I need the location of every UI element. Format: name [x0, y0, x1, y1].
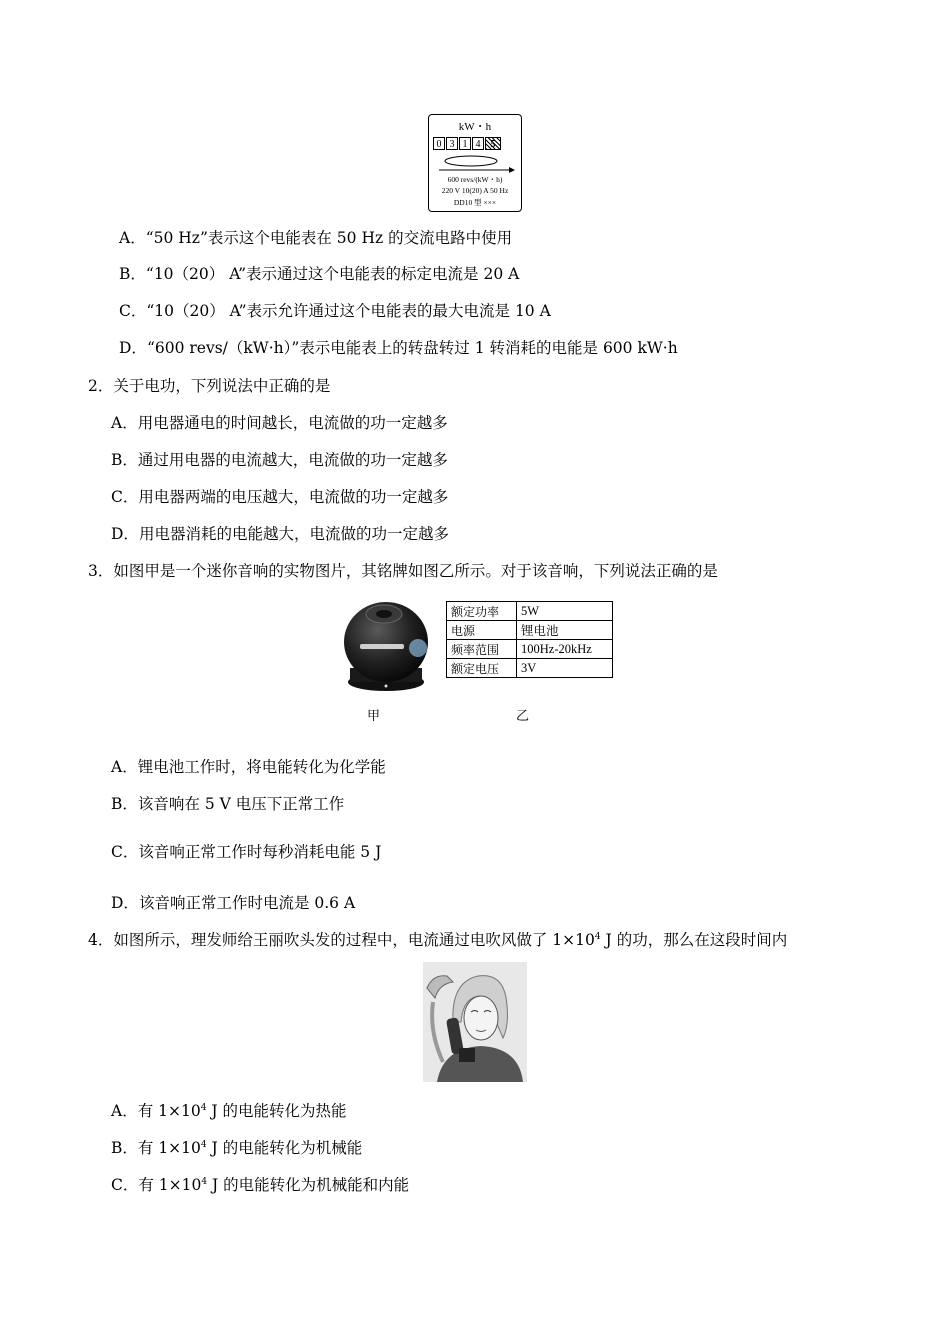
option-text-pre: 有 1×10 [137, 1139, 201, 1157]
meter-digits [433, 137, 501, 150]
table-row [447, 659, 613, 678]
option-text: 锂电池工作时，将电能转化为化学能 [137, 758, 386, 776]
q1-option-c [119, 301, 551, 321]
q4-option-c [111, 1175, 409, 1195]
q3-option-c [111, 842, 381, 862]
hair-dryer-image [423, 962, 527, 1082]
option-text-pre: 有 1×10 [137, 1102, 201, 1120]
q2-option-b [111, 450, 448, 470]
option-text: “10（20） A”表示通过这个电能表的标定电流是 20 A [145, 265, 520, 283]
nameplate-value: 3V [517, 659, 613, 678]
option-text: 该音响正常工作时每秒消耗电能 5 J [138, 843, 382, 861]
option-letter: A． [119, 229, 146, 247]
question-text-after: J 的功，那么在这段时间内 [600, 931, 788, 949]
question-text: 关于电功，下列说法中正确的是 [113, 377, 331, 395]
table-row [447, 640, 613, 659]
q1-option-d [119, 338, 678, 358]
exponent: 4 [201, 1177, 208, 1187]
option-text: 该音响正常工作时电流是 0.6 A [138, 894, 356, 912]
exponent: 4 [200, 1103, 207, 1113]
q3-option-d [111, 893, 355, 913]
option-letter: A． [111, 1102, 138, 1120]
nameplate-key: 电源 [447, 621, 517, 640]
option-letter: D． [111, 894, 139, 912]
option-text: “600 revs/（kW·h）”表示电能表上的转盘转过 1 转消耗的电能是 600 kW·h [146, 339, 678, 357]
exponent: 4 [200, 1140, 207, 1150]
meter-digit: 4 [472, 137, 484, 150]
meter-model-label: DD10 型 ××× [453, 198, 497, 207]
q2-stem [88, 376, 330, 396]
q4-option-b [111, 1138, 362, 1158]
meter-digit: 1 [459, 137, 471, 150]
question-text-before: 如图所示，理发师给王丽吹头发的过程中，电流通过电吹风做了 1×10 [113, 931, 595, 949]
option-text: 该音响在 5 V 电压下正常工作 [137, 795, 345, 813]
table-row [447, 602, 613, 621]
meter-rev-label: 600 revs/(kW・h) [447, 175, 503, 184]
meter-disc-icon [433, 153, 517, 177]
nameplate-key: 额定功率 [447, 602, 517, 621]
option-letter: C． [111, 488, 139, 506]
speaker-image [340, 598, 432, 694]
option-text: “10（20） A”表示允许通过这个电能表的最大电流是 10 A [146, 302, 551, 320]
question-text: 如图甲是一个迷你音响的实物图片，其铭牌如图乙所示。对于该音响，下列说法正确的是 [113, 562, 718, 580]
q3-option-a [111, 757, 386, 777]
meter-digit-last: 5 [485, 137, 501, 150]
exponent: 4 [594, 932, 601, 942]
meter-unit: kW・h [458, 121, 492, 133]
nameplate-table [446, 601, 613, 678]
option-text: 通过用电器的电流越大，电流做的功一定越多 [137, 451, 448, 469]
meter-digit: 0 [433, 137, 445, 150]
option-text-post: J 的电能转化为机械能 [206, 1139, 363, 1157]
option-text: 用电器通电的时间越长，电流做的功一定越多 [137, 414, 448, 432]
meter-spec-label: 220 V 10(20) A 50 Hz [441, 186, 509, 195]
figure-label-yi: 乙 [516, 709, 530, 724]
option-text-post: J 的电能转化为热能 [206, 1102, 347, 1120]
figure-label-jia: 甲 [367, 709, 381, 724]
nameplate-value: 5W [517, 602, 613, 621]
q1-option-a [119, 228, 512, 248]
nameplate-value: 锂电池 [517, 621, 613, 640]
option-letter: B． [111, 1139, 138, 1157]
q2-option-d [111, 524, 449, 544]
option-text: 用电器消耗的电能越大，电流做的功一定越多 [138, 525, 449, 543]
option-letter: B． [119, 265, 146, 283]
option-text-pre: 有 1×10 [138, 1176, 202, 1194]
question-number: 4． [88, 931, 114, 949]
option-letter: B． [111, 795, 138, 813]
option-letter: C． [111, 843, 139, 861]
meter-digit: 3 [446, 137, 458, 150]
option-letter: A． [111, 414, 138, 432]
option-text: 用电器两端的电压越大，电流做的功一定越多 [138, 488, 449, 506]
q4-option-a [111, 1101, 347, 1121]
q3-stem [88, 561, 718, 581]
q1-option-b [119, 264, 519, 284]
option-text-post: J 的电能转化为机械能和内能 [207, 1176, 410, 1194]
question-number: 3． [88, 562, 114, 580]
q2-option-a [111, 413, 448, 433]
option-letter: A． [111, 758, 138, 776]
question-number: 2． [88, 377, 114, 395]
option-letter: C． [111, 1176, 139, 1194]
option-text: “50 Hz”表示这个电能表在 50 Hz 的交流电路中使用 [145, 229, 513, 247]
option-letter: D． [119, 339, 147, 357]
option-letter: C． [119, 302, 147, 320]
q4-stem [88, 930, 787, 950]
nameplate-value: 100Hz-20kHz [517, 640, 613, 659]
option-letter: B． [111, 451, 138, 469]
electric-meter-figure [428, 114, 522, 212]
q3-option-b [111, 794, 344, 814]
table-row [447, 621, 613, 640]
nameplate-key: 额定电压 [447, 659, 517, 678]
option-letter: D． [111, 525, 139, 543]
nameplate-key: 频率范围 [447, 640, 517, 659]
q2-option-c [111, 487, 448, 507]
